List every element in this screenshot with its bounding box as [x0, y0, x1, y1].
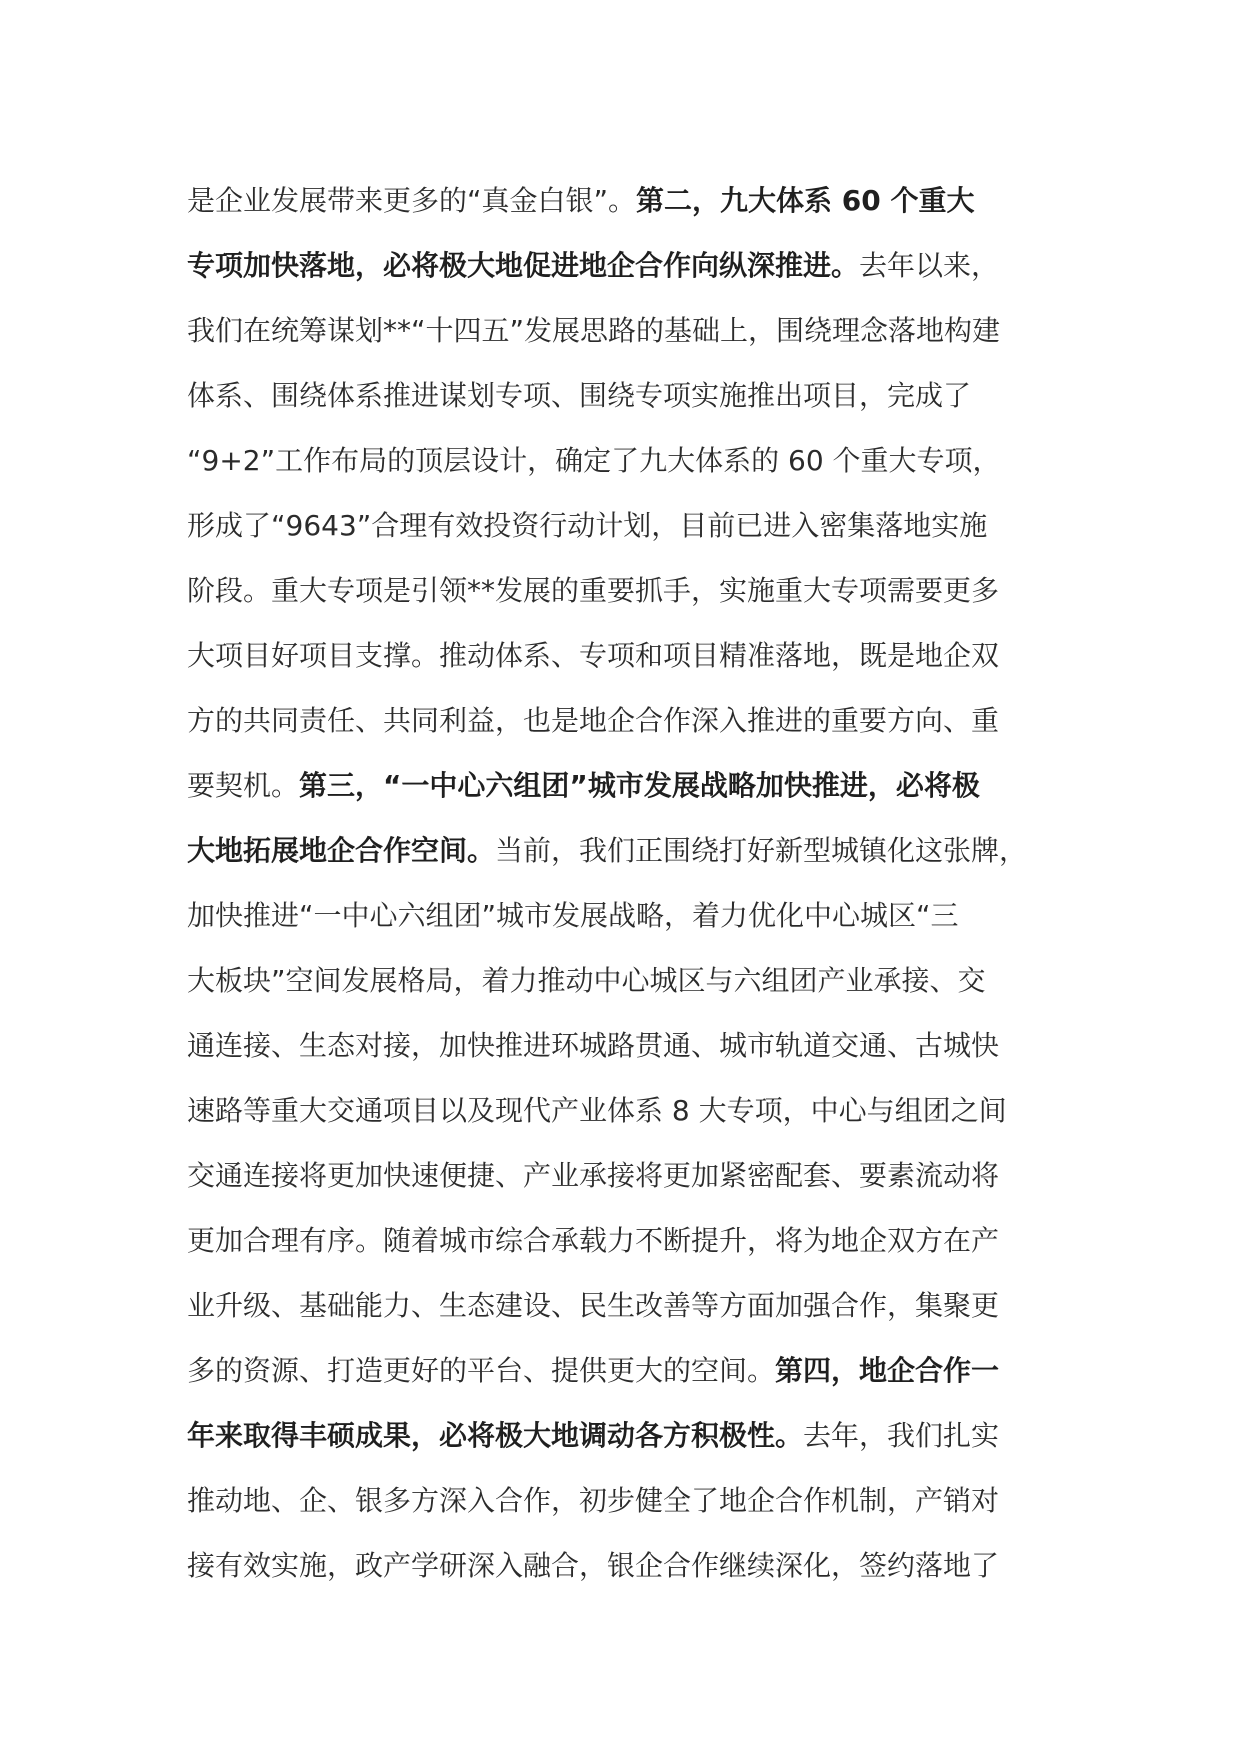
text-line	[187, 623, 1067, 688]
text-line	[187, 883, 1067, 948]
text-segment: 体系、围绕体系推进谋划专项、围绕专项实施推出项目，完成了	[187, 379, 972, 412]
text-segment: 业升级、基础能力、生态建设、民生改善等方面加强合作，集聚更	[187, 1289, 1000, 1322]
text-segment: 大板块”空间发展格局，着力推动中心城区与六组团产业承接、交	[187, 964, 986, 997]
text-line	[187, 1078, 1067, 1143]
text-line	[187, 818, 1067, 883]
text-segment: 当前，我们正围绕打好新型城镇化这张牌，	[495, 834, 1028, 867]
text-segment: 通连接、生态对接，加快推进环城路贯通、城市轨道交通、古城快	[187, 1029, 1000, 1062]
text-line	[187, 1533, 1067, 1598]
text-line	[187, 688, 1067, 753]
text-line	[187, 168, 1067, 233]
text-segment: 推动地、企、银多方深入合作，初步健全了地企合作机制，产销对	[187, 1484, 1000, 1517]
text-segment: 去年，我们扎实	[803, 1419, 1000, 1452]
text-line	[187, 1143, 1067, 1208]
bold-text-segment: 年来取得丰硕成果，必将极大地调动各方积极性。	[187, 1419, 804, 1452]
text-line	[187, 428, 1067, 493]
text-line	[187, 363, 1067, 428]
text-line	[187, 1273, 1067, 1338]
text-segment: 接有效实施，政产学研深入融合，银企合作继续深化，签约落地了	[187, 1549, 1000, 1582]
text-line	[187, 1013, 1067, 1078]
text-segment: 形成了“9643”合理有效投资行动计划，目前已进入密集落地实施	[187, 509, 988, 542]
text-line	[187, 1338, 1067, 1403]
text-line	[187, 233, 1067, 298]
text-segment: 速路等重大交通项目以及现代产业体系 8 大专项，中心与组团之间	[187, 1094, 1007, 1127]
text-line	[187, 298, 1067, 363]
text-segment: 大项目好项目支撑。推动体系、专项和项目精准落地，既是地企双	[187, 639, 1000, 672]
bold-text-segment: 专项加快落地，必将极大地促进地企合作向纵深推进。	[187, 249, 860, 282]
text-segment: 我们在统筹谋划**“十四五”发展思路的基础上，围绕理念落地构建	[187, 314, 1001, 347]
text-line	[187, 1468, 1067, 1533]
text-line	[187, 1403, 1067, 1468]
text-segment: 要契机。	[187, 769, 300, 802]
text-line	[187, 948, 1067, 1013]
text-line	[187, 753, 1067, 818]
bold-text-segment: 第二，九大体系 60 个重大	[636, 184, 975, 217]
text-line	[187, 558, 1067, 623]
text-segment: 是企业发展带来更多的“真金白银”。	[187, 184, 637, 217]
text-segment: 交通连接将更加快速便捷、产业承接将更加紧密配套、要素流动将	[187, 1159, 1000, 1192]
text-segment: 去年以来，	[859, 249, 1000, 282]
text-segment: 方的共同责任、共同利益，也是地企合作深入推进的重要方向、重	[187, 704, 1000, 737]
body-paragraph	[187, 168, 1067, 1598]
text-line	[187, 1208, 1067, 1273]
bold-text-segment: 第三，“一中心六组团”城市发展战略加快推进，必将极	[299, 769, 980, 802]
text-segment: 阶段。重大专项是引领**发展的重要抓手，实施重大专项需要更多	[187, 574, 1000, 607]
text-segment: 加快推进“一中心六组团”城市发展战略，着力优化中心城区“三	[187, 899, 959, 932]
text-segment: 更加合理有序。随着城市综合承载力不断提升，将为地企双方在产	[187, 1224, 1000, 1257]
bold-text-segment: 大地拓展地企合作空间。	[187, 834, 496, 867]
text-segment: 多的资源、打造更好的平台、提供更大的空间。	[187, 1354, 776, 1387]
text-line	[187, 493, 1067, 558]
text-segment: “9+2”工作布局的顶层设计，确定了九大体系的 60 个重大专项，	[187, 444, 1001, 477]
bold-text-segment: 第四，地企合作一	[775, 1354, 1000, 1387]
